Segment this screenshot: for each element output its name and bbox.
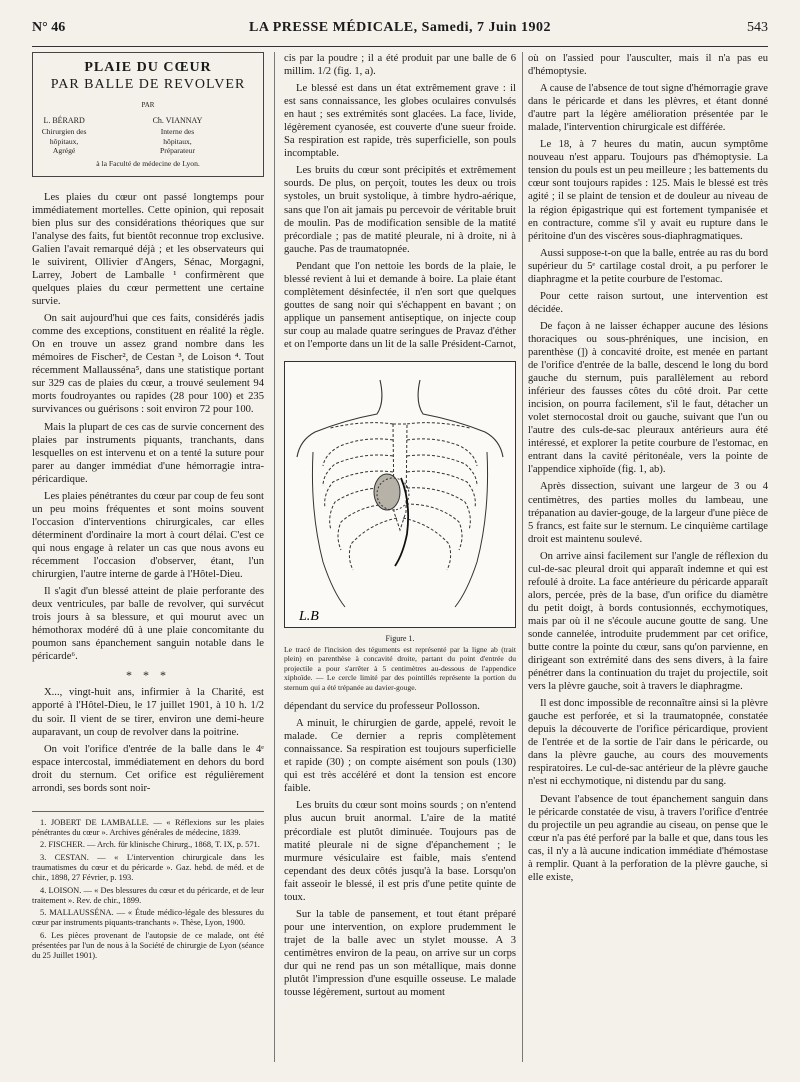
paragraph: dépendant du service du professeur Pollosson. bbox=[284, 701, 480, 713]
running-header bbox=[32, 20, 768, 42]
author-affiliation: Chirurgien des hôpitaux, bbox=[41, 127, 87, 146]
header-rule bbox=[32, 46, 768, 47]
issue-number: N° 46 bbox=[32, 20, 66, 35]
column-2 bbox=[284, 52, 516, 1003]
paragraph: Les plaies du cœur ont passé longtemps pour immédiatement mortelles. Cette opinion, qui reposait bien plus sur des considérations théoriques que sur l'analyse des faits, fut bientôt reconnue trop exclusive. Galien l'avait remarqué déjà ; et les observateurs qui le suivirent, Ollivier d'Angers, Sénac, Morgagni, Larrey, Jobert de Lamballe ¹ confirmèrent que quelques plaies du cœur permettent une certaine survie. bbox=[32, 191, 264, 308]
footnote: 4. LOISON. — « Des blessures du cœur et du péricarde, et de leur traitement ». Rev. de chir., 1899. bbox=[32, 885, 264, 905]
paragraph: Sur la table de pansement, et tout étant préparé pour une intervention, on explore prudemment le trajet de la balle avec un stylet mousse. A 3 centimètres environ de la peau, on arrive sur un corps dur qui ne rend pas un son métallique, mais donne plutôt l'impression d'une esquille osseuse. Le malade tousse légèrement, surtout au moment bbox=[284, 908, 516, 999]
footnote: 3. CESTAN. — « L'intervention chirurgicale dans les traumatismes du cœur et du péricarde ». Gaz. hebd. de méd. et de chir., 1898, 27 Février, p. 193. bbox=[32, 852, 264, 883]
figure-title: Figure 1. bbox=[385, 634, 415, 644]
author-name: Ch. VIANNAY bbox=[152, 116, 203, 126]
authors bbox=[39, 114, 257, 156]
paragraph: On voit l'orifice d'entrée de la balle dans le 4ᵉ espace intercostal, immédiatement en dehors du bord droit du sternum. Cet orifice est régulièrement arrondi, ses bords sont noir- bbox=[32, 743, 264, 794]
figure-signature: L.B bbox=[299, 609, 319, 625]
article-title-block bbox=[32, 52, 264, 177]
paragraph: Les bruits du cœur sont précipités et extrêmement sourds. De plus, on perçoit, toutes les deux ou trois systoles, un bruit systolique, à timbre hydro-aérique, sans que l'on ait jamais pu percevoir de véritable bruit de moulin. Pas de modification sensible de la matité précordiale ; pas de matité pleurale, ni à droite, ni à gauche. Pas de traumatopnée. bbox=[284, 165, 516, 255]
footnote-rule bbox=[32, 811, 264, 812]
paragraph: De façon à ne laisser échapper aucune des lésions thoraciques ou sous-phréniques, une incision, en parenthèse (]) à concavité droite, est menée en partant de l'orifice d'entrée de la balle, descend le long du bord gauche du sternum, puis parallèlement au rebord inférieur des fausses côtes du côté droit. Par cette incision, on pourra facilement, s'il le faut, détacher un volet sternocostal droit ou gauche, suivant que l'un ou l'autre des culs-de-sac pleuraux antérieurs aura été intéressé, et explorer la petite courbure de l'estomac, en entrant dans la cavité péritonéale, vers la pointe de l'appendice xiphoïde (fig. 1, ab). bbox=[528, 320, 768, 476]
column-1 bbox=[32, 52, 264, 964]
author-affiliation: Préparateur bbox=[159, 146, 195, 156]
paragraph: Mais la plupart de ces cas de survie concernent des plaies par instruments piquants, tranchants, dans lesquelles on est intervenu et on a tenté la suture pour parer au danger immédiat d'une hémorragie intra-péricardique. bbox=[32, 421, 264, 485]
paragraph: cis par la poudre ; il a été produit par une balle de 6 millim. 1/2 (fig. 1, a). bbox=[284, 53, 516, 78]
paragraph: A minuit, le chirurgien de garde, appelé, revoit le malade. Ce dernier a repris complètement connaissance. Sa respiration est toujours superficielle et rapide (30) ; on compte aisément son pouls (130) qui est très accéléré et dont la tension est encore faible. bbox=[284, 718, 516, 795]
author-1 bbox=[39, 114, 144, 156]
article-title: PLAIE DU CŒUR bbox=[84, 60, 212, 75]
byline-par: PAR bbox=[141, 101, 155, 110]
paragraph: On arrive ainsi facilement sur l'angle de réflexion du cul-de-sac pleural droit qui apparaît indemne et qui est refoulé à droite. La face antérieure du péricarde apparaît alors, percée, près de la base, d'un orifice du diamètre du petit doigt, à bords contusionnés, ecchymotiques, mais par où il ne s'écoule aucune goutte de sang. Une sonde cannelée, introduite prudemment par cet orifice, butte contre la pointe du cœur, sans qu'on parvienne, en dirigeant son extrémité dans des sens divers, à la faire pénétrer dans la continuation du trajet du projectile, soit vers la plèvre gauche, soit à travers le diaphragme. bbox=[528, 550, 768, 693]
figure-1-thorax-drawing bbox=[284, 361, 516, 628]
paragraph: Il est donc impossible de reconnaître ainsi si la plèvre gauche est perforée, et si la traumatopnée, constatée depuis la découverte de l'orifice péricardique, provient de l'entrée et de la sortie de l'air dans le péricarde, ou dans la plèvre gauche, au cours des mouvements respiratoires. Le cul-de-sac antérieur de la plèvre gauche n'est ni ecchymotique, ni distendu par du sang. bbox=[528, 698, 768, 788]
paragraph: où on l'assied pour l'ausculter, mais il n'a pas eu d'hémoptysie. bbox=[528, 53, 768, 78]
paragraph: Pendant que l'on nettoie les bords de la plaie, le blessé revient à lui et demande à boire. La plaie étant complètement désinfectée, il n'en sort que quelques gouttes de sang noir qui s'échappent en bavant ; on applique un pansement antiseptique, on injecte coup sur coup au malade quatre seringues de Pravaz d'éther et on l'emporte dans un lit de la salle Président-Carnot, bbox=[284, 260, 516, 350]
faculty-line: à la Faculté de médecine de Lyon. bbox=[96, 158, 200, 168]
author-name: L. BÉRARD bbox=[43, 116, 85, 126]
thorax-illustration bbox=[285, 362, 515, 627]
paragraph: Les plaies pénétrantes du cœur par coup de feu sont un peu moins fréquentes et sont moins souvent l'occasion d'interventions chirurgicales, car elles déterminent d'ordinaire la mort à court délai. C'est ce qui nous engage à relater un cas que nous avons eu récemment l'occasion d'observer, étant, l'un chirurgien, l'autre interne de garde à l'Hôtel-Dieu. bbox=[32, 490, 264, 581]
paragraph: Devant l'absence de tout épanchement sanguin dans le péricarde constatée de visu, à travers l'orifice d'entrée du projectile un peu agrandie au ciseau, on pense que le cœur n'a pas été perforé par la balle et que, dans tous les cas, il n'y a là aucune indication immédiate d'hémostase à remplir. Quant à la perforation de la plèvre gauche, si elle existe, bbox=[528, 793, 768, 883]
paragraph: On sait aujourd'hui que ces faits, considérés jadis comme des exceptions, constituent en réalité la règle. On en trouve un assez grand nombre dans les mémoires de Fischer², de Cestan ³, de Loison ⁴. Tout récemment Mallausséna⁵, dans une statistique portant sur 329 cas de plaies du cœur, a trouvé seulement 94 morts foudroyantes ou rapides (28 pour 100) et 235 survivances ou guérisons : soit environ 72 pour 100. bbox=[32, 313, 264, 416]
column-divider bbox=[522, 52, 523, 1062]
paragraph: Les bruits du cœur sont moins sourds ; on n'entend plus aucun bruit anormal. L'aire de la matité précordiale est plutôt diminuée. Toujours pas de matité pleurale ni de signe d'épanchement ; le murmure vésiculaire est faible, mais s'entend cependant des deux côtés jusqu'à la base. Lorsqu'on fait asseoir le blessé, il est pris d'une petite quinte de toux. bbox=[284, 800, 516, 903]
paragraph: Aussi suppose-t-on que la balle, entrée au ras du bord supérieur du 5ᵉ cartilage costal droit, a pu perforer le diaphragme et la petite courbure de l'estomac. bbox=[528, 247, 768, 285]
footnote: 6. Les pièces provenant de l'autopsie de ce malade, ont été présentées par l'un de nous à la Société de chirurgie de Lyon (séance du 25 Juillet 1901). bbox=[32, 930, 264, 961]
paragraph: Le 18, à 7 heures du matin, aucun symptôme nouveau n'est apparu. Toujours pas d'hémoptysie. La tension du pouls est un peu meilleure ; les battements du cœur sont toujours rapides : 125. Mais le blessé est très agité ; il se plaint de tension et de douleur au niveau de la région épigastrique qui est fortement tympanisée et en contracture, comme s'il y avait eu rupture dans le péritoine d'un des viscères sous-diaphragmatiques. bbox=[528, 139, 768, 242]
paragraph: Le blessé est dans un état extrêmement grave : il est sans connaissance, les globes oculaires convulsés en haut ; ses extrémités sont glacées. La face, livide, légèrement cyanosée, est couverte d'une sueur froide. Sa respiration est rapide, très superficielle, son pouls incomptable. bbox=[284, 83, 516, 160]
paragraph: X..., vingt-huit ans, infirmier à la Charité, est apporté à l'Hôtel-Dieu, le 17 juillet 1901, à 10 h. 1/2 du soir. Il vient de se tirer, environ une demi-heure auparavant, un coup de revolver dans la poitrine. bbox=[32, 687, 264, 738]
journal-title: LA PRESSE MÉDICALE, Samedi, 7 Juin 1902 bbox=[249, 20, 551, 35]
column-divider bbox=[274, 52, 275, 1062]
article-subtitle: PAR BALLE DE REVOLVER bbox=[50, 77, 246, 93]
paragraph: A cause de l'absence de tout signe d'hémorragie grave dans le péricarde et dans les plèvres, et étant donné d'autre part la légère amélioration présentée par le malade, l'intervention chirurgicale est différée. bbox=[528, 83, 768, 134]
column-3 bbox=[528, 52, 768, 888]
paragraph: Il s'agit d'un blessé atteint de plaie perforante des deux ventricules, par balle de revolver, qui survécut trois jours à sa blessure, et qui mourut avec un hémothorax modéré dû à une plaie concomitante du poumon sans épanchement sanguin notable dans le péricarde⁶. bbox=[32, 586, 264, 663]
author-2 bbox=[152, 114, 257, 156]
section-break: * * * bbox=[126, 668, 170, 683]
page-number: 543 bbox=[747, 20, 768, 35]
author-affiliation: Agrégé bbox=[52, 146, 76, 156]
figure-caption: Le tracé de l'incision des téguments est représenté par la ligne ab (trait plein) en parenthèse à concavité droite, partant du point d'entrée du projectile a pour s'arrêter à 5 centimètres au-dessous de l'appendice xiphoïde. — Le cercle limité par des pointillés représente la portion du sternum qui a été trépanée au davier-gouge. bbox=[284, 645, 516, 692]
footnote: 1. JOBERT DE LAMBALLE. — « Réflexions sur les plaies pénétrantes du cœur ». Archives générales de médecine, 1839. bbox=[32, 817, 264, 838]
footnote: 2. FISCHER. — Arch. für klinische Chirurg., 1868, T. IX, p. 571. bbox=[40, 840, 260, 850]
footnote: 5. MALLAUSSÉNA. — « Étude médico-légale des blessures du cœur par instruments piquants-tranchants ». Thèse, Lyon, 1900. bbox=[32, 908, 264, 928]
paragraph: Après dissection, suivant une largeur de 3 ou 4 centimètres, des parties molles du lambeau, une trépanation au davier-gouge, de la largeur d'une pièce de 5 francs, est faite sur le sternum. Le cinquième cartilage droit est maintenu soulevé. bbox=[528, 481, 768, 545]
paragraph: Pour cette raison surtout, une intervention est décidée. bbox=[528, 290, 768, 315]
author-affiliation: Interne des hôpitaux, bbox=[160, 127, 195, 146]
